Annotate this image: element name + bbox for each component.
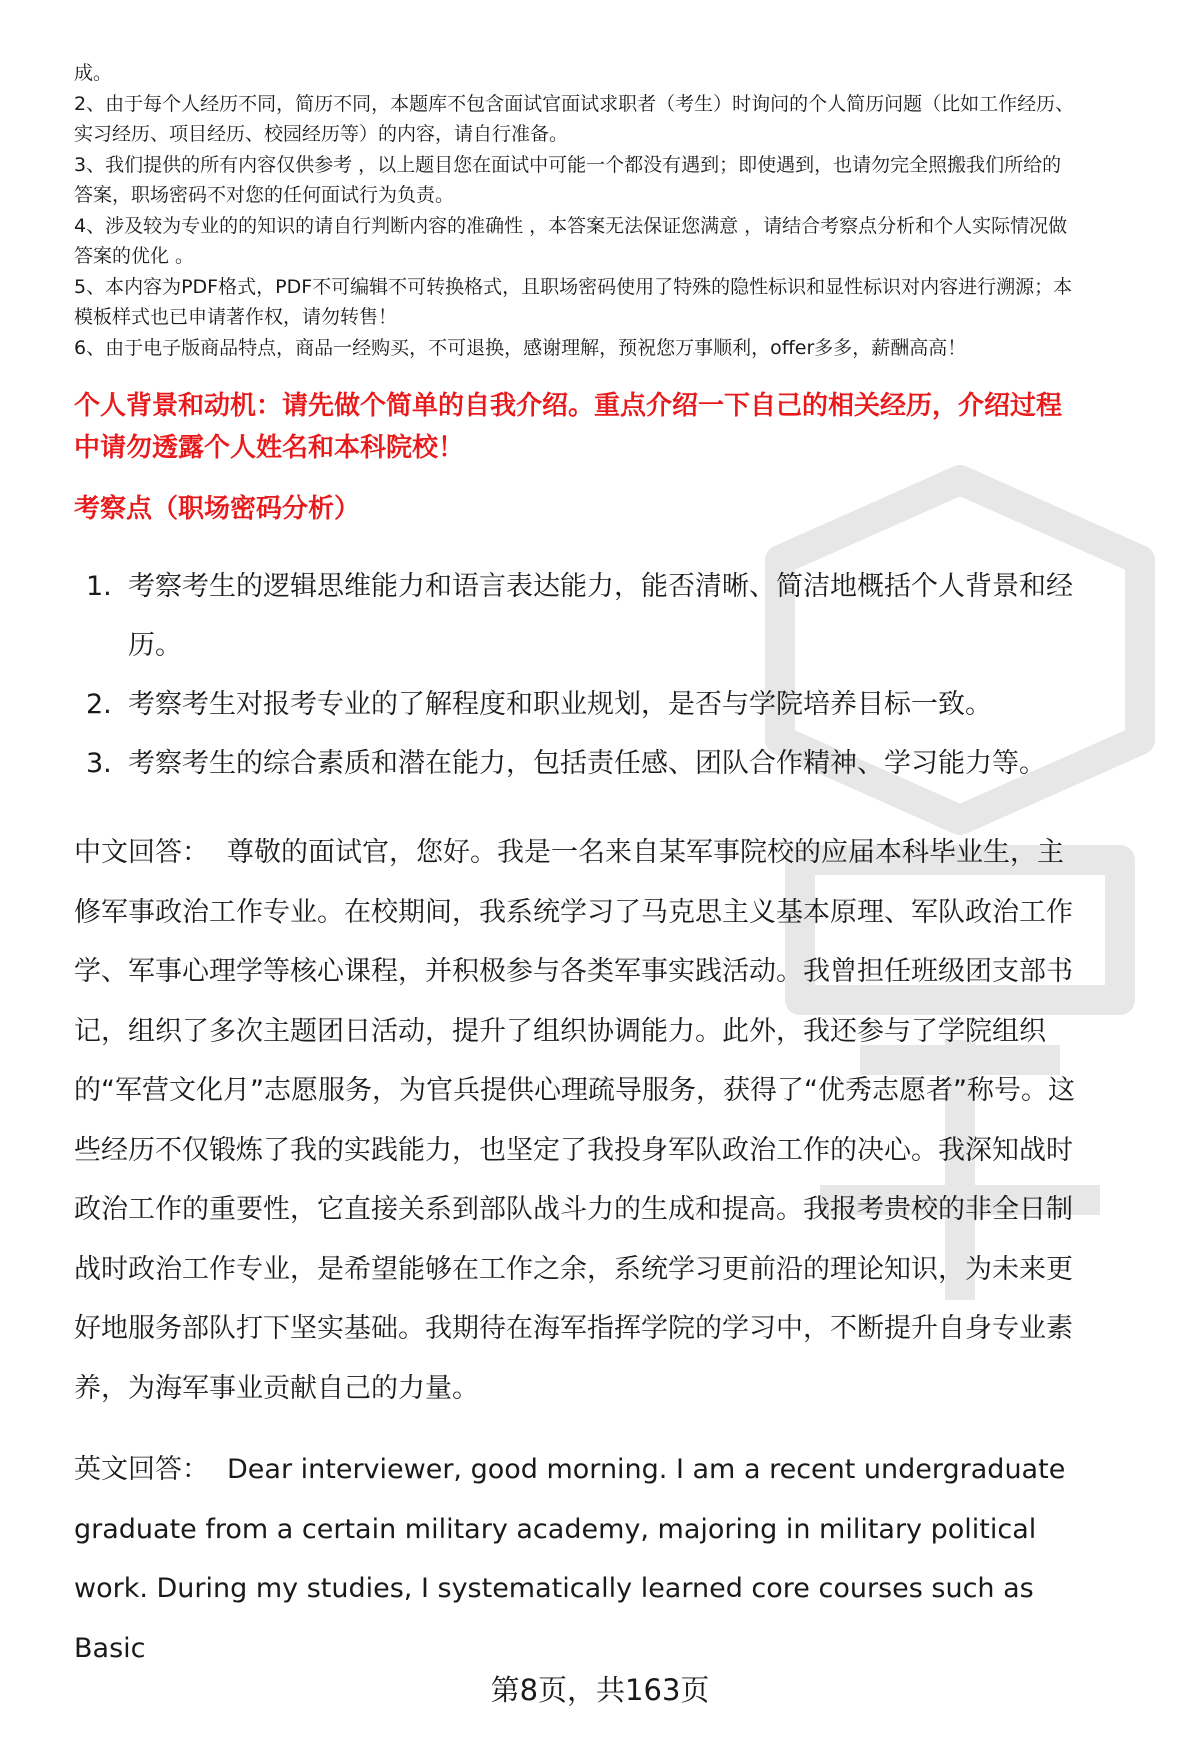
point-text: 考察考生的综合素质和潜在能力，包括责任感、团队合作精神、学习能力等。 <box>128 748 1046 779</box>
answer-chinese <box>74 823 1080 1418</box>
answer-english-text: Dear interviewer, good morning. I am a recent undergraduate graduate from a certain military academy, majoring in military political work. During my studies, I systematically learned core courses such as Basic <box>74 1454 1066 1664</box>
notes-list <box>74 58 1080 363</box>
note-item: 成。 <box>74 62 113 84</box>
point-number: 1. <box>86 571 112 602</box>
point-text: 考察考生对报考专业的了解程度和职业规划，是否与学院培养目标一致。 <box>128 689 992 720</box>
watermark-text: 职场密码 <box>740 440 744 441</box>
question-heading: 个人背景和动机：请先做个简单的自我介绍。重点介绍一下自己的相关经历，介绍过程中请勿透露个人姓名和本科院校！ <box>74 391 1063 463</box>
analysis-point <box>74 734 1080 793</box>
analysis-point <box>74 675 1080 734</box>
analysis-title: 考察点（职场密码分析） <box>74 494 361 524</box>
point-number: 3. <box>86 748 112 779</box>
analysis-points <box>74 557 1080 793</box>
note-item: 5、本内容为PDF格式，PDF不可编辑不可转换格式，且职场密码使用了特殊的隐性标识和显性标识对内容进行溯源；本模板样式也已申请著作权，请勿转售！ <box>74 275 1073 328</box>
point-text: 考察考生的逻辑思维能力和语言表达能力，能否清晰、简洁地概括个人背景和经历。 <box>128 571 1073 661</box>
analysis-point <box>74 557 1080 675</box>
note-item: 3、我们提供的所有内容仅供参考 ，以上题目您在面试中可能一个都没有遇到；即使遇到，也请勿完全照搬我们所给的答案，职场密码不对您的任何面试行为负责。 <box>74 153 1062 206</box>
answer-chinese-label: 中文回答： <box>74 837 209 868</box>
answer-chinese-text: 尊敬的面试官，您好。我是一名来自某军事院校的应届本科毕业生，主修军事政治工作专业。在校期间，我系统学习了马克思主义基本原理、军队政治工作学、军事心理学等核心课程，并积极参与各类军事实践活动。我曾担任班级团支部书记，组织了多次主题团日活动，提升了组织协调能力。此外，我还参与了学院组织的“军营文化月”志愿服务，为官兵提供心理疏导服务，获得了“优秀志愿者”称号。这些经历不仅锻炼了我的实践能力，也坚定了我投身军队政治工作的决心。我深知战时政治工作的重要性，它直接关系到部队战斗力的生成和提高。我报考贵校的非全日制战时政治工作专业，是希望能够在工作之余，系统学习更前沿的理论知识，为未来更好地服务部队打下坚实基础。我期待在海军指挥学院的学习中，不断提升自身专业素养，为海军事业贡献自己的力量。 <box>74 837 1075 1404</box>
point-number: 2. <box>86 689 112 720</box>
answer-english <box>74 1440 1080 1678</box>
note-item: 6、由于电子版商品特点，商品一经购买，不可退换，感谢理解，预祝您万事顺利，offer多多，薪酬高高！ <box>74 336 967 359</box>
answer-english-label: 英文回答： <box>74 1454 209 1485</box>
note-item: 2、由于每个人经历不同，简历不同，本题库不包含面试官面试求职者（考生）时询问的个人简历问题（比如工作经历、实习经历、项目经历、校园经历等）的内容，请自行准备。 <box>74 92 1075 145</box>
page-footer: 第8页，共163页 <box>490 1673 710 1707</box>
note-item: 4、涉及较为专业的的知识的请自行判断内容的准确性 ，本答案无法保证您满意 ，请结合考察点分析和个人实际情况做答案的优化 。 <box>74 214 1068 267</box>
